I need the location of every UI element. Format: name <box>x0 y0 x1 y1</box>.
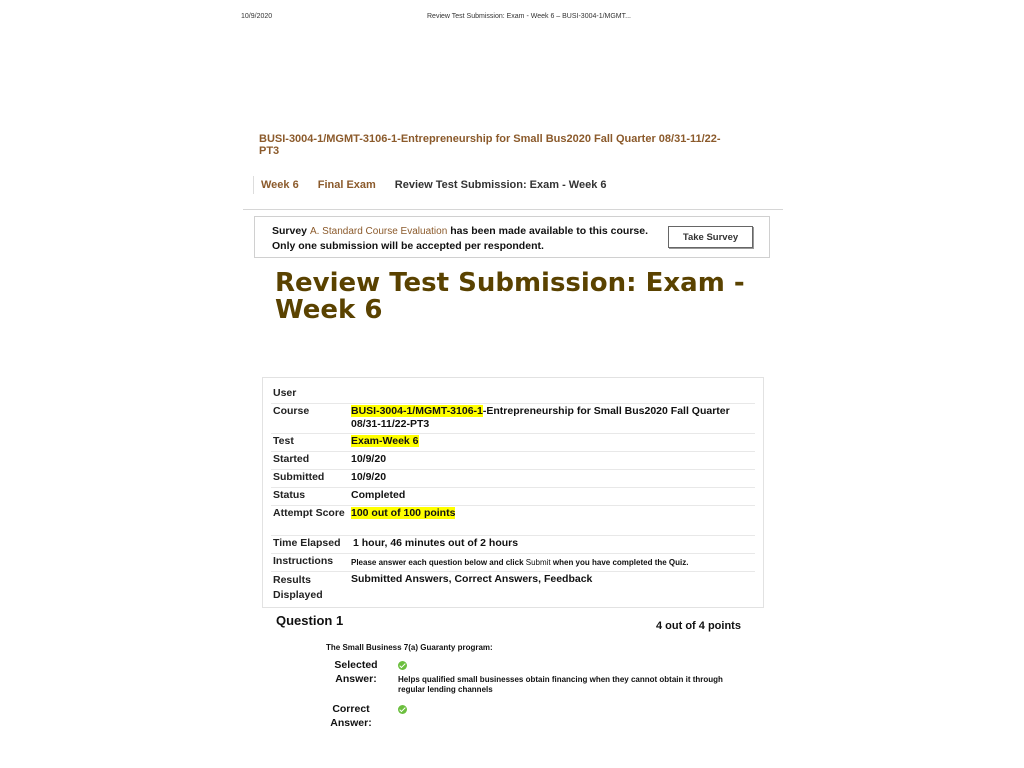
instructions-label: Instructions <box>273 555 334 567</box>
survey-text <box>272 224 652 253</box>
test-value <box>351 435 751 448</box>
survey-notice <box>254 216 770 258</box>
detail-row-status <box>271 488 755 506</box>
take-survey-button[interactable]: Take Survey <box>668 226 753 248</box>
instructions-post: when you have completed the Quiz. <box>552 558 689 567</box>
submitted-value: 10/9/20 <box>351 471 387 483</box>
breadcrumb-week6[interactable]: Week 6 <box>261 179 299 191</box>
detail-row-attempt-score <box>271 506 755 536</box>
survey-prefix: Survey <box>272 225 308 237</box>
detail-row-time-elapsed <box>271 536 755 554</box>
correct-answer-check-icon <box>398 705 407 714</box>
instructions-submit-word: Submit <box>525 558 551 567</box>
detail-row-results <box>271 572 755 602</box>
detail-row-submitted <box>271 470 755 488</box>
detail-row-started <box>271 452 755 470</box>
selected-answer-text: Helps qualified small businesses obtain financing when they cannot obtain it through regular lending channels <box>398 675 723 694</box>
breadcrumb-current: Review Test Submission: Exam - Week 6 <box>394 179 607 191</box>
submission-details <box>262 377 764 608</box>
status-value: Completed <box>351 489 406 501</box>
course-code-highlight: BUSI-3004-1/MGMT-3106-1 <box>351 405 483 417</box>
print-date: 10/9/2020 <box>241 13 273 20</box>
survey-link[interactable]: A. Standard Course Evaluation <box>309 226 448 237</box>
test-value-text: Exam-Week 6 <box>351 435 419 447</box>
page-title: Review Test Submission: Exam - Week 6 <box>275 268 745 325</box>
detail-row-course <box>271 404 755 434</box>
correct-answer-label: Correct Answer: <box>330 703 372 729</box>
question-points: 4 out of 4 points <box>656 620 741 632</box>
breadcrumb <box>253 176 626 194</box>
detail-row-user <box>271 386 755 404</box>
instructions-value <box>351 556 751 569</box>
course-label: Course <box>273 405 310 417</box>
question-title: Question 1 <box>276 613 344 628</box>
results-displayed-value: Submitted Answers, Correct Answers, Feedback <box>351 573 593 585</box>
attempt-score-highlight: 100 out of 100 points <box>351 507 456 519</box>
attempt-score-label: Attempt Score <box>273 507 345 519</box>
test-label: Test <box>273 435 294 447</box>
survey-suffix: has been made available to this course. Only one submission will be accepted per respondent. <box>272 225 649 252</box>
results-displayed-label: Results Displayed <box>273 574 323 601</box>
time-elapsed-label: Time Elapsed <box>273 537 341 549</box>
detail-row-test <box>271 434 755 452</box>
submitted-label: Submitted <box>273 471 325 483</box>
user-label: User <box>273 387 297 399</box>
correct-check-icon <box>398 661 407 670</box>
print-title: Review Test Submission: Exam - Week 6 – BUSI-3004-1/MGMT... <box>427 13 631 20</box>
print-header <box>0 13 1024 25</box>
attempt-score-value <box>351 507 751 520</box>
course-title-link[interactable]: BUSI-3004-1/MGMT-3106-1-Entrepreneurship for Small Bus2020 Fall Quarter 08/31-11/22-PT3 <box>259 133 721 157</box>
course-value <box>351 405 751 431</box>
instructions-pre: Please answer each question below and click <box>351 558 524 567</box>
status-label: Status <box>273 489 306 501</box>
started-label: Started <box>273 453 310 465</box>
question-text: The Small Business 7(a) Guaranty program: <box>326 643 493 652</box>
course-name: -Entrepreneurship for Small Bus2020 Fall Quarter 08/31-11/22-PT3 <box>351 405 730 430</box>
time-elapsed-value: 1 hour, 46 minutes out of 2 hours <box>353 537 519 549</box>
header-divider <box>243 209 783 210</box>
breadcrumb-final-exam[interactable]: Final Exam <box>317 179 376 191</box>
selected-answer-label: Selected Answer: <box>334 659 378 685</box>
detail-row-instructions <box>271 554 755 572</box>
started-value: 10/9/20 <box>351 453 387 465</box>
